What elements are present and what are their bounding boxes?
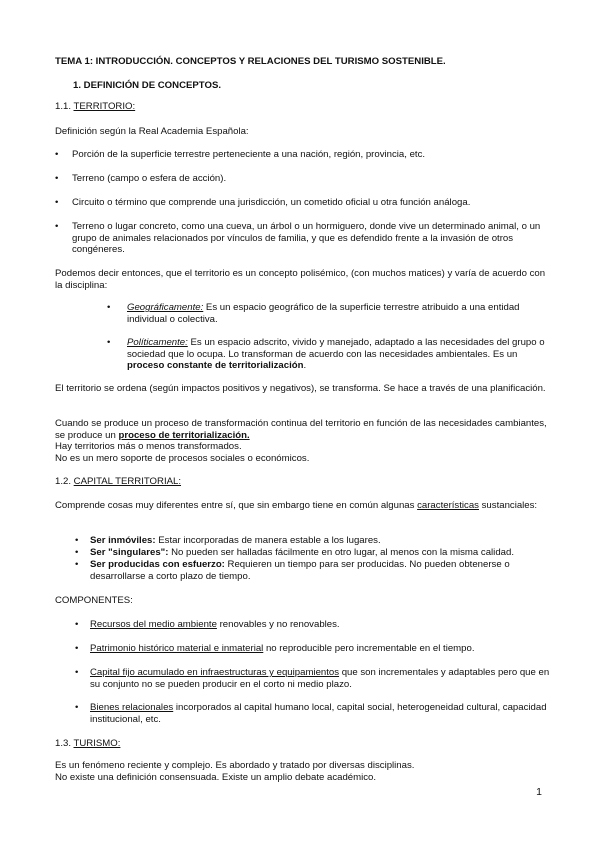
subsection-heading-1-3: 1.3. TURISMO: <box>55 738 121 749</box>
componentes-heading: COMPONENTES: <box>55 595 133 606</box>
subsection-heading-1-2: 1.2. CAPITAL TERRITORIAL: <box>55 476 182 487</box>
document-page: TEMA 1: INTRODUCCIÓN. CONCEPTOS Y RELACIONES DEL TURISMO SOSTENIBLE. 1. DEFINICIÓN DE CONCEPTOS. 1.1. TERRITORIO: Definición según la Real Academia Española: • Porción de la superficie terrestre perteneciente a una nación, región, provincia, etc. • Terreno (campo o esfera de acción). • Circuito o término que comprende una jurisdicción, un cometido oficial u otra función análoga. • Terreno o lugar concreto, como una cueva, un árbol o un hormiguero, donde vive un determinado animal, o un grupo de animales relacionados por vínculos de familia, y que es defendido frente a la invasión de otros congéneres. Podemos decir entonces, que el territorio es un concepto polisémico, (con muchos matices) y varía de acuerdo con la disciplina: • Geográficamente: Es un espacio geográfico de la superficie terrestre atribuido a una entidad individual o colectiva. • Políticamente: Es un espacio adscrito, vivido y manejado, adaptado a las necesidades del grupo o sociedad que lo ocupa. Lo transforman de acuerdo con las necesidades ambientales. Es un proceso constante de territorialización. El territorio se ordena (según impactos positivos y negativos), se transforma. Se hace a través de una planificación. Cuando se produce un proceso de transformación continua del territorio en función de las necesidades cambiantes, se produce un proceso de territorialización. Hay territorios más o menos transformados. No es un mero soporte de procesos sociales o económicos. 1.2. CAPITAL TERRITORIAL: Comprende cosas muy diferentes entre sí, que sin embargo tiene en común algunas características sustanciales: • Ser inmóviles: Estar incorporadas de manera estable a los lugares. • Ser "singulares": No pueden ser halladas fácilmente en otro lugar, al menos con la misma calidad. • Ser producidas con esfuerzo: Requieren un tiempo para ser producidas. No pueden obtenerse o desarrollarse a corto plazo de tiempo. COMPONENTES: • Recursos del medio ambiente renovables y no renovables. • Patrimonio histórico material e inmaterial no reproducible pero incrementable en el tiempo. • Capital fijo acumulado en infraestructuras y equipamientos que son incrementales y adaptables pero que en su conjunto no se pueden producir en el corto ni medio plazo. • Bienes relacionales incorporados al capital humano local, capital social, heterogeneidad cultural, capacidad institucional, etc. 1.3. TURISMO: Es un fenómeno reciente y complejo. Es abordado y tratado por diversas disciplinas. No existe una definición consensuada. Existe un amplio debate académico. 1 <box>0 0 599 848</box>
ordena-paragraph: El territorio se ordena (según impactos positivos y negativos), se transforma. Se hace a través de una planificación. <box>55 383 546 394</box>
turismo-paragraph: Es un fenómeno reciente y complejo. Es abordado y tratado por diversas disciplinas. No existe una definición consensuada. Existe un amplio debate académico. <box>55 760 415 783</box>
document-title: TEMA 1: INTRODUCCIÓN. CONCEPTOS Y RELACIONES DEL TURISMO SOSTENIBLE. <box>55 56 446 67</box>
transformacion-paragraph: Cuando se produce un proceso de transformación continua del territorio en función de las necesidades cambiantes, se produce un proceso de territorialización. Hay territorios más o menos transformados. No es un mero soporte de procesos sociales o económicos. <box>55 418 547 464</box>
comprende-paragraph: Comprende cosas muy diferentes entre sí, que sin embargo tiene en común algunas características sustanciales: <box>55 500 538 511</box>
rae-intro: Definición según la Real Academia Española: <box>55 126 249 137</box>
polisemico-paragraph: Podemos decir entonces, que el territorio es un concepto polisémico, (con muchos matices) y varía de acuerdo con la disciplina: <box>55 268 546 291</box>
section-heading-1: 1. DEFINICIÓN DE CONCEPTOS. <box>73 80 222 91</box>
page-number: 1 <box>536 786 542 798</box>
subsection-heading-1-1: 1.1. TERRITORIO: <box>55 101 136 112</box>
